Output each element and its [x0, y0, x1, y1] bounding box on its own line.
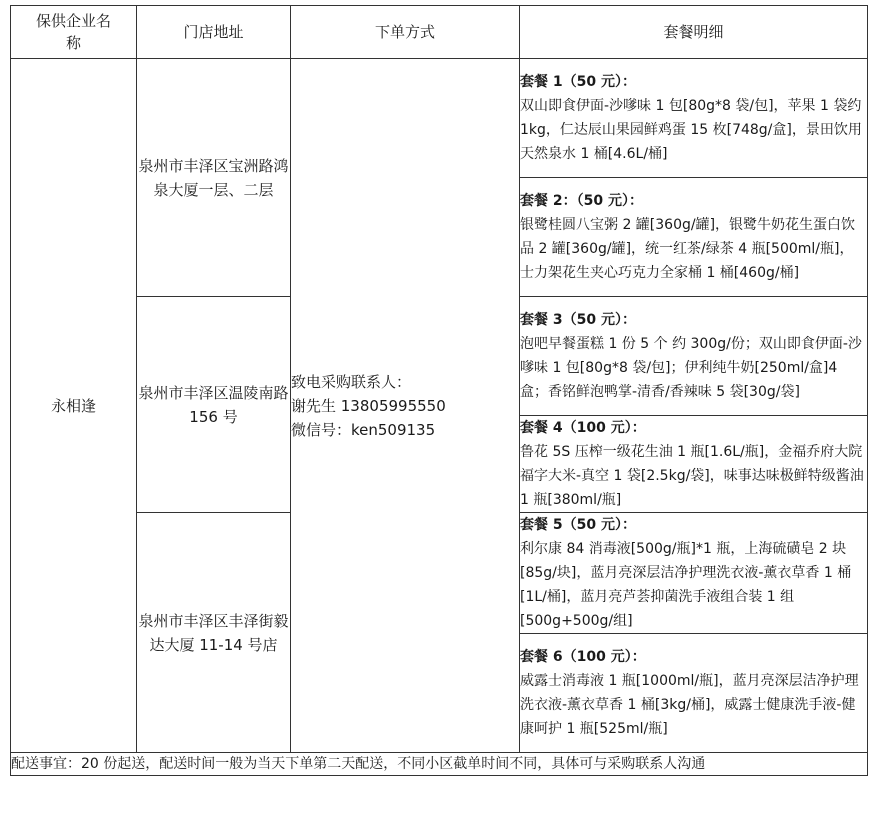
- package-title: 套餐 1（50 元）：: [520, 74, 636, 90]
- package-title: 套餐 4（100 元）：: [520, 420, 646, 436]
- order-contact-phone: 谢先生 13805995550: [291, 396, 446, 415]
- order-contact-label: 致电采购联系人：: [291, 372, 412, 391]
- package-5: [520, 513, 868, 634]
- note-row: [11, 753, 868, 776]
- supply-table: [10, 5, 868, 776]
- package-title: 套餐 3（50 元）：: [520, 312, 636, 328]
- company-name: 永相逢: [11, 59, 137, 753]
- package-items: 利尔康 84 消毒液[500g/瓶]*1 瓶，上海硫磺皂 2 块[85g/块]，蓝月亮深层洁净护理洗衣液-薰衣草香 1 桶[1L/桶]，蓝月亮芦荟抑菌洗手液组合装 1 组[500g+500g/组]: [520, 541, 852, 629]
- store-address-2: 泉州市丰泽区温陵南路 156 号: [137, 297, 291, 513]
- package-6: [520, 634, 868, 753]
- order-contact-wechat: 微信号：ken509135: [291, 420, 436, 439]
- header-address: 门店地址: [137, 6, 291, 59]
- package-items: 双山即食伊面-沙嗲味 1 包[80g*8 袋/包]，苹果 1 袋约 1kg，仁达辰山果园鲜鸡蛋 15 枚[748g/盒]，景田饮用天然泉水 1 桶[4.6L/桶]: [520, 98, 862, 162]
- package-title: 套餐 2：（50 元）：: [520, 193, 643, 209]
- header-row: [11, 6, 868, 59]
- package-title: 套餐 5（50 元）：: [520, 517, 636, 533]
- package-title: 套餐 6（100 元）：: [520, 649, 646, 665]
- package-4: [520, 416, 868, 513]
- package-items: 威露士消毒液 1 瓶[1000ml/瓶]，蓝月亮深层洁净护理洗衣液-薰衣草香 1 桶[3kg/桶]，威露士健康洗手液-健康呵护 1 瓶[525ml/瓶]: [520, 673, 859, 737]
- package-items: 鲁花 5S 压榨一级花生油 1 瓶[1.6L/瓶]，金福乔府大院福字大米-真空 1 袋[2.5kg/袋]，味事达味极鲜特级酱油 1 瓶[380ml/瓶]: [520, 444, 864, 508]
- order-method: [291, 59, 520, 753]
- package-items: 银鹭桂圆八宝粥 2 罐[360g/罐]，银鹭牛奶花生蛋白饮品 2 罐[360g/罐]，统一红茶/绿茶 4 瓶[500ml/瓶]，士力架花生夹心巧克力全家桶 1 桶[460g/桶]: [520, 217, 856, 281]
- package-1: [520, 59, 868, 178]
- header-packages: 套餐明细: [520, 6, 868, 59]
- package-2: [520, 178, 868, 297]
- header-company: 保供企业名称: [11, 6, 137, 59]
- package-3: [520, 297, 868, 416]
- header-order: 下单方式: [291, 6, 520, 59]
- store-address-1: 泉州市丰泽区宝洲路鸿泉大厦一层、二层: [137, 59, 291, 297]
- delivery-note: 配送事宜：20 份起送，配送时间一般为当天下单第二天配送，不同小区截单时间不同，具体可与采购联系人沟通: [11, 753, 868, 776]
- table-row: [11, 59, 868, 178]
- store-address-3: 泉州市丰泽区丰泽街毅达大厦 11-14 号店: [137, 513, 291, 753]
- package-items: 泡吧早餐蛋糕 1 份 5 个 约 300g/份；双山即食伊面-沙嗲味 1 包[80g*8 袋/包]；伊利纯牛奶[250ml/盒]4 盒；香铭鲜泡鸭掌-清香/香辣味 5 袋[30g/袋]: [520, 336, 862, 400]
